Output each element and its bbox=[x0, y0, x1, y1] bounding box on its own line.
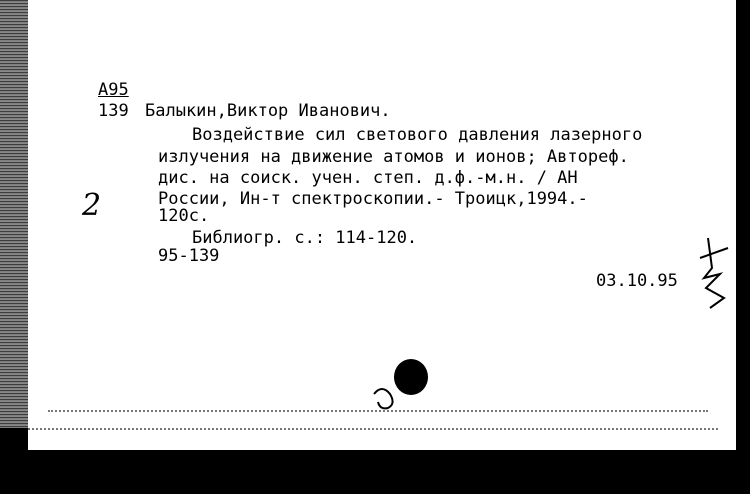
title-line-1: Воздействие сил светового давления лазерного bbox=[192, 125, 643, 145]
scan-edge-line bbox=[0, 428, 30, 430]
date: 03.10.95 bbox=[596, 271, 678, 291]
scan-edge bbox=[0, 0, 30, 430]
author: Балыкин,Виктор Иванович. bbox=[145, 101, 391, 121]
bibliography: Библиогр. с.: 114-120. bbox=[192, 228, 418, 248]
dotted-rule-2 bbox=[28, 428, 718, 430]
call-number: A95 bbox=[98, 80, 129, 100]
stamp-mark-icon bbox=[368, 382, 408, 412]
signature-icon bbox=[694, 228, 734, 318]
catalog-card bbox=[28, 0, 736, 450]
title-line-2: излучения на движение атомов и ионов; Автореф. bbox=[158, 147, 629, 167]
record-number: 95-139 bbox=[158, 246, 220, 266]
handwritten-mark: 2 bbox=[82, 188, 102, 223]
item-number: 139 bbox=[98, 101, 129, 121]
title-line-4: России, Ин-т спектроскопии.- Троицк,1994.- bbox=[158, 189, 588, 209]
title-line-3: дис. на соиск. учен. степ. д.ф.-м.н. / АН bbox=[158, 168, 578, 188]
title-line-5: 120с. bbox=[158, 206, 210, 226]
dotted-rule bbox=[48, 410, 708, 412]
